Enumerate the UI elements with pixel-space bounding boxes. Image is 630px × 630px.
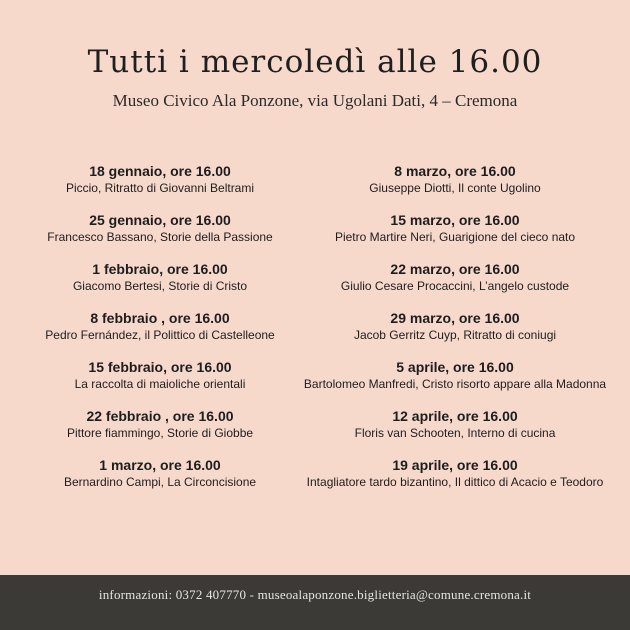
- venue-subtitle: Museo Civico Ala Ponzone, via Ugolani Dati, 4 – Cremona: [112, 91, 518, 110]
- list-item: [10, 211, 310, 260]
- list-item: [10, 162, 310, 211]
- event-date: 15 febbraio, ore 16.00: [88, 359, 232, 375]
- event-description: Giacomo Bertesi, Storie di Cristo: [72, 279, 248, 293]
- event-description: Giuseppe Diotti, Il conte Ugolino: [369, 181, 541, 195]
- event-description: Bernardino Campi, La Circoncisione: [63, 475, 257, 489]
- event-description: Giulio Cesare Procaccini, L’angelo custode: [340, 279, 570, 293]
- event-description: Pedro Fernández, il Polittico di Castelleone: [45, 328, 275, 342]
- list-item: [10, 407, 310, 456]
- list-item: [10, 456, 310, 505]
- event-date: 25 gennaio, ore 16.00: [89, 212, 231, 228]
- event-description: Pittore fiammingo, Storie di Giobbe: [66, 426, 254, 440]
- event-description: Pietro Martire Neri, Guarigione del cieco nato: [334, 230, 576, 244]
- list-item: [290, 260, 620, 309]
- list-item: [290, 309, 620, 358]
- event-date: 22 marzo, ore 16.00: [390, 261, 520, 277]
- list-item: [290, 162, 620, 211]
- contact-info: informazioni: 0372 407770 - museoalaponzone.biglietteria@comune.cremona.it: [98, 587, 532, 602]
- event-date: 18 gennaio, ore 16.00: [89, 163, 231, 179]
- event-description: Intagliatore tardo bizantino, Il dittico di Acacio e Teodoro: [306, 475, 604, 489]
- footer-bar: [0, 575, 630, 630]
- list-item: [10, 309, 310, 358]
- list-item: [290, 211, 620, 260]
- list-item: [290, 456, 620, 505]
- event-date: 8 febbraio , ore 16.00: [90, 310, 230, 326]
- list-item: [10, 260, 310, 309]
- event-date: 8 marzo, ore 16.00: [394, 163, 516, 179]
- list-item: [290, 407, 620, 456]
- page-title: Tutti i mercoledì alle 16.00: [87, 44, 543, 80]
- event-description: Bartolomeo Manfredi, Cristo risorto appare alla Madonna: [303, 377, 607, 391]
- event-date: 12 aprile, ore 16.00: [392, 408, 518, 424]
- list-item: [290, 358, 620, 407]
- event-date: 15 marzo, ore 16.00: [390, 212, 520, 228]
- schedule-column-left: [10, 162, 310, 505]
- event-date: 1 febbraio, ore 16.00: [92, 261, 228, 277]
- event-description: Francesco Bassano, Storie della Passione: [47, 230, 273, 244]
- event-description: Piccio, Ritratto di Giovanni Beltrami: [65, 181, 255, 195]
- event-date: 1 marzo, ore 16.00: [99, 457, 221, 473]
- event-date: 29 marzo, ore 16.00: [390, 310, 520, 326]
- schedule-column-right: [290, 162, 620, 505]
- event-date: 22 febbraio , ore 16.00: [86, 408, 234, 424]
- list-item: [10, 358, 310, 407]
- event-description: Jacob Gerritz Cuyp, Ritratto di coniugi: [353, 328, 557, 342]
- event-date: 19 aprile, ore 16.00: [392, 457, 518, 473]
- event-description: Floris van Schooten, Interno di cucina: [354, 426, 556, 440]
- event-date: 5 aprile, ore 16.00: [396, 359, 514, 375]
- event-description: La raccolta di maioliche orientali: [74, 377, 246, 391]
